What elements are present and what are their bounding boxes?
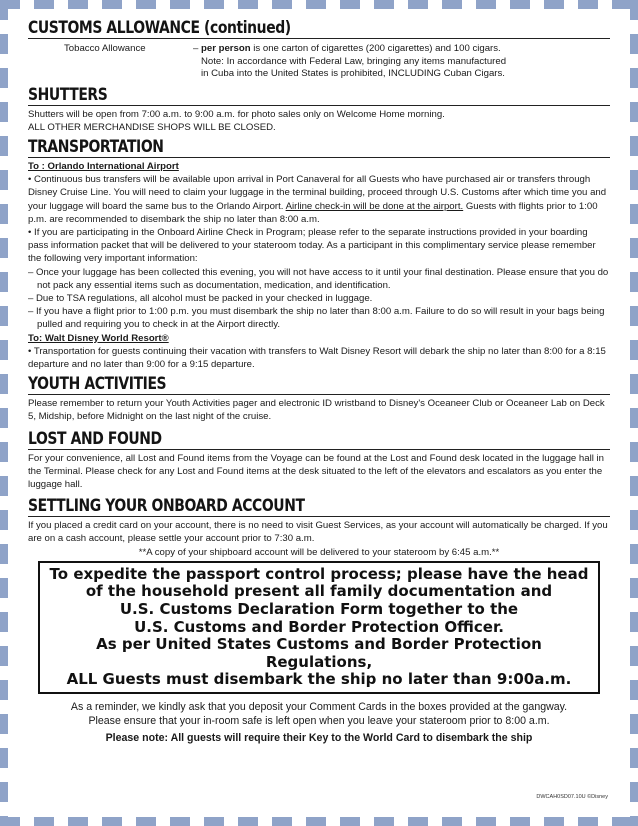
tobacco-label: Tobacco Allowance	[64, 43, 146, 54]
youth-text: Please remember to return your Youth Activities pager and electronic ID wristband to Disney's Oceaneer Club or Oceaneer Lab on Deck 5, Midship, before Midnight on the last night of the cruise.	[28, 398, 605, 423]
settling-text: If you placed a credit card on your account, there is no need to visit Guest Services, as your account will automatically be charged. If you are on a cash account, please settle your account prior to 7:30 a.m.	[28, 520, 608, 545]
airline-checkin-paragraph: • If you are participating in the Onboard Airline Check in Program; please refer to the separate instructions provided in your boarding pass information packet that will be delivered to your stateroom today. As a participant in this complimentary service please remember the following very important information:	[28, 226, 596, 265]
border-right	[630, 0, 638, 826]
notice-line-6: ALL Guests must disembark the ship no later than 9:00a.m.	[66, 670, 572, 689]
airline-checkin-note: Airline check-in will be done at the airport.	[285, 200, 464, 212]
document-code: DWCAH0SD07.10U ©Disney	[536, 794, 608, 800]
shutters-heading: SHUTTERS	[28, 84, 108, 105]
orlando-airport-subheading: To : Orlando International Airport	[28, 160, 179, 172]
tobacco-bold: per person	[201, 43, 251, 54]
key-card-note: Please note: All guests will require their Key to the World Card to disembark the ship	[105, 731, 533, 744]
luggage-dash-item: – Once your luggage has been collected this evening, you will not have access to it until your final destination. Please ensure that you do not pack any essential items such as documentation, medication, and identification.	[28, 266, 609, 291]
bus-transfer-text: • Continuous bus transfers will be available upon arrival in Port Canaveral for all Guests who have purchased air or transfers through Disney Cruise Line. You will need to claim your luggage in the terminal building, proceed through U.S. Customs after which time you and your luggage will board the same bus to the Orlando Airport.	[28, 174, 607, 212]
lost-found-heading-rule	[28, 429, 610, 450]
notice-line-2: of the household present all family documentation and	[85, 582, 553, 601]
customs-heading: CUSTOMS ALLOWANCE (continued)	[28, 18, 291, 38]
lost-found-heading: LOST AND FOUND	[28, 428, 162, 449]
border-bottom	[0, 817, 638, 826]
bus-transfer-paragraph	[28, 173, 610, 226]
settling-section	[28, 496, 610, 559]
comment-card-reminder: As a reminder, we kindly ask that you deposit your Comment Cards in the boxes provided at the gangway.	[70, 700, 568, 713]
shutters-line-1: Shutters will be open from 7:00 a.m. to 9:00 a.m. for photo sales only on Welcome Home morning.	[28, 108, 445, 120]
border-left	[0, 0, 8, 826]
safe-reminder: Please ensure that your in-room safe is left open when you leave your stateroom prior to 8:00 a.m.	[88, 714, 550, 727]
settling-heading-rule	[28, 496, 610, 517]
border-top	[0, 0, 638, 9]
tobacco-note-2: in Cuba into the United States is prohibited, INCLUDING Cuban Cigars.	[201, 68, 505, 79]
lost-found-section	[28, 429, 610, 492]
shutters-line-2: ALL OTHER MERCHANDISE SHOPS WILL BE CLOSED.	[28, 121, 276, 133]
transportation-heading-rule	[28, 137, 610, 158]
tobacco-desc: is one carton of cigarettes (200 cigarettes) and 100 cigars.	[250, 43, 501, 54]
tobacco-allowance-row	[28, 43, 610, 81]
notice-line-3: U.S. Customs Declaration Form together to the	[119, 599, 519, 618]
account-copy-note: **A copy of your shipboard account will be delivered to your stateroom by 6:45 a.m.**	[138, 546, 500, 558]
tobacco-note-1: Note: In accordance with Federal Law, bringing any items manufactured	[201, 55, 507, 67]
customs-section	[28, 18, 610, 81]
youth-heading: YOUTH ACTIVITIES	[28, 374, 167, 395]
notice-line-1: To expedite the passport control process; please have the head	[49, 564, 589, 583]
transportation-heading: TRANSPORTATION	[28, 136, 164, 157]
notice-line-4: U.S. Customs and Border Protection Officer.	[134, 617, 504, 636]
notice-line-5: As per United States Customs and Border Protection Regulations,	[96, 635, 542, 671]
page-content	[28, 18, 610, 745]
wdw-transfer-paragraph: • Transportation for guests continuing their vacation with transfers to Walt Disney Resort will debark the ship no later than 8:00 for a 8:15 departure and no later than 9:00 for a 9:15 departure.	[28, 345, 606, 370]
shutters-section	[28, 85, 610, 134]
bus-transfer-text-end: Guests with flights prior to 1:00 p.m. are recommended to disembark the ship no later than 8:00 a.m.	[28, 200, 598, 225]
closing-block	[28, 700, 610, 745]
tobacco-text	[193, 43, 610, 81]
transportation-section	[28, 137, 610, 371]
shutters-heading-rule	[28, 85, 610, 106]
youth-heading-rule	[28, 374, 610, 395]
passport-notice-box	[38, 561, 600, 694]
lost-found-text: For your convenience, all Lost and Found items from the Voyage can be found at the Lost and Found desk located in the luggage hall in the Terminal. Please check for any Lost and Found items at the desk situated to the left of the elevators and escalators as you enter the luggage hall.	[28, 452, 604, 490]
flight-dash-item: – If you have a flight prior to 1:00 p.m. you must disembark the ship no later than 8:00 a.m. Failure to do so will result in your bags being pulled and requiring you to check in at the Airport directly.	[28, 306, 605, 331]
youth-section	[28, 374, 610, 423]
customs-heading-rule	[28, 18, 610, 39]
tobacco-prefix: –	[193, 43, 202, 54]
settling-heading: SETTLING YOUR ONBOARD ACCOUNT	[28, 496, 305, 517]
wdw-resort-subheading: To: Walt Disney World Resort®	[28, 332, 169, 344]
tsa-dash-item: – Due to TSA regulations, all alcohol must be packed in your checked in luggage.	[28, 292, 373, 304]
